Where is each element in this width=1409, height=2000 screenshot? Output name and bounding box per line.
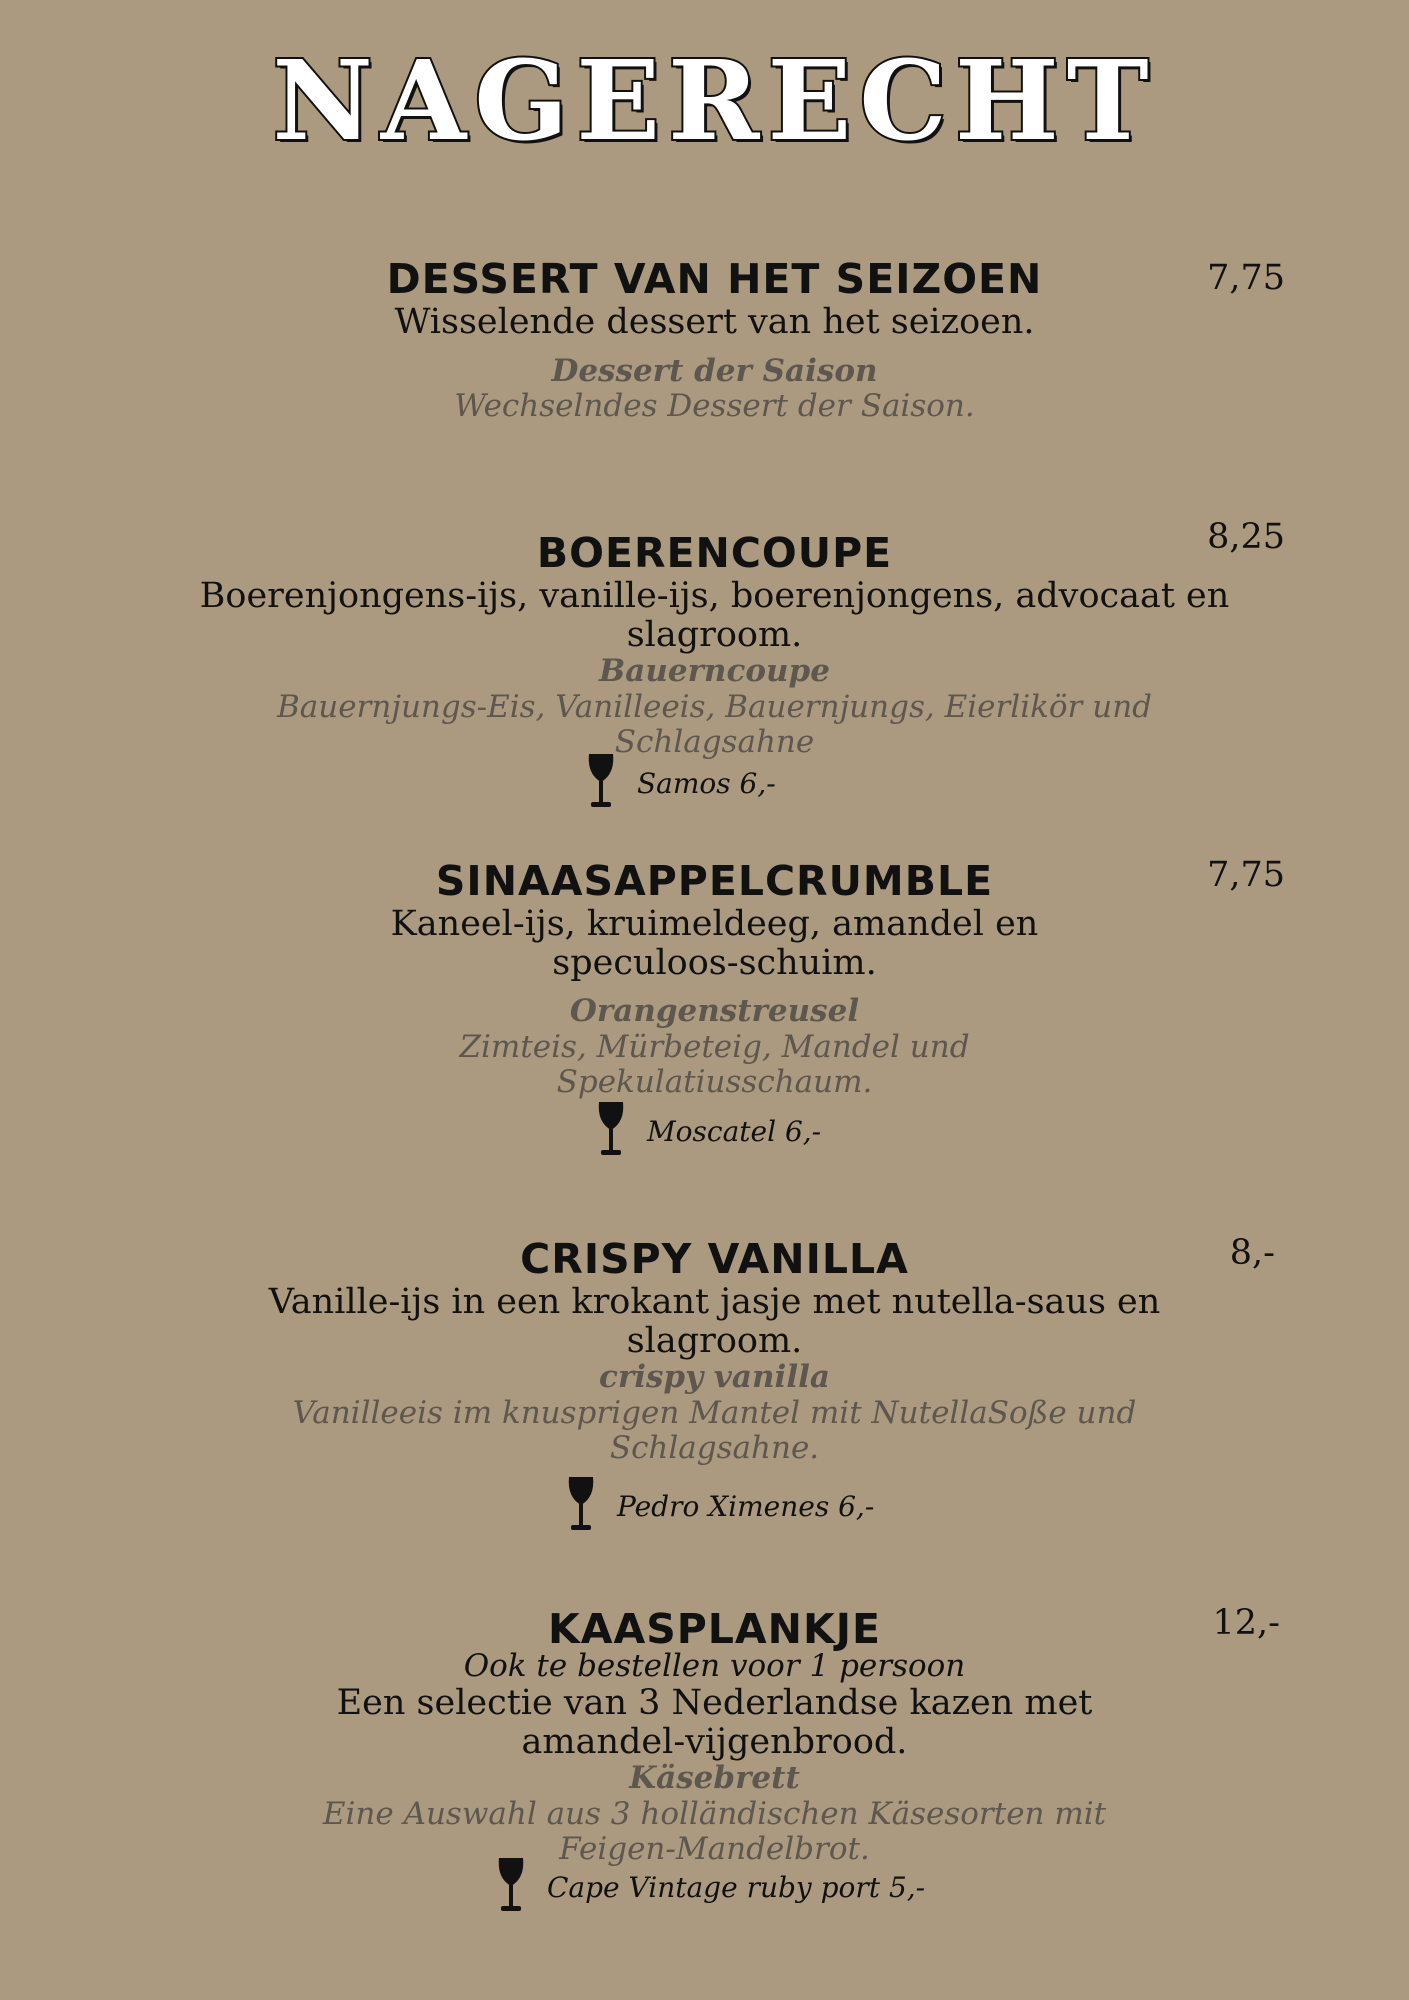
item-german-name: Dessert der Saison (551, 352, 878, 389)
item-price: 12,- (1212, 1603, 1280, 1643)
item-german-name: Orangenstreusel (569, 993, 860, 1030)
item-german-name: crispy vanilla (599, 1359, 830, 1396)
wine-pairing-label: Cape Vintage ruby port 5,- (547, 1870, 926, 1904)
item-name: KAASPLANKJE (547, 1605, 881, 1653)
item-description: Een selectie van 3 Nederlandse kazen met amandel-vijgenbrood. (336, 1683, 1093, 1762)
item-price: 8,25 (1207, 517, 1285, 557)
item-german-description: Vanilleeis im knusprigen Mantel mit NutellaSoße und Schlagsahne. (292, 1394, 1137, 1467)
wine-pairing (565, 1475, 874, 1537)
wine-glass-icon (565, 1475, 597, 1537)
item-german-name: Bauerncoupe (599, 653, 830, 690)
wine-glass-icon (585, 752, 617, 814)
wine-pairing-label: Samos 6,- (637, 766, 776, 800)
wine-pairing (595, 1100, 821, 1162)
menu-item-kaasplankje (0, 1605, 1409, 1868)
item-german-description: Zimteis, Mürbeteig, Mandel und Spekulatiusschaum. (459, 1028, 970, 1101)
wine-pairing-label: Pedro Ximenes 6,- (617, 1489, 875, 1523)
wine-glass-icon (595, 1100, 627, 1162)
item-description: Vanille-ijs in een krokant jasje met nutella-saus en slagroom. (268, 1282, 1161, 1361)
item-name: CRISPY VANILLA (520, 1235, 909, 1283)
item-price: 7,75 (1207, 855, 1285, 895)
item-german-description: Eine Auswahl aus 3 holländischen Käsesorten mit Feigen-Mandelbrot. (322, 1795, 1107, 1868)
item-description: Boerenjongens-ijs, vanille-ijs, boerenjongens, advocaat en slagroom. (199, 576, 1230, 655)
wine-pairing-label: Moscatel 6,- (647, 1114, 822, 1148)
item-name: SINAASAPPELCRUMBLE (435, 857, 994, 905)
wine-glass-icon (495, 1856, 527, 1918)
wine-pairing (495, 1856, 925, 1918)
item-name: BOERENCOUPE (536, 529, 893, 577)
item-name: DESSERT VAN HET SEIZOEN (386, 255, 1043, 303)
menu-item-sinaasappelcrumble (0, 857, 1409, 1101)
menu-item-boerencoupe (0, 529, 1409, 761)
item-note: Ook te bestellen voor 1 persoon (463, 1648, 966, 1685)
item-price: 8,- (1229, 1233, 1275, 1273)
page-title: NAGERECHT (272, 36, 1157, 165)
item-german-description: Bauernjungs-Eis, Vanilleeis, Bauernjungs, Eierlikör und Schlagsahne (276, 688, 1153, 761)
item-description: Kaneel-ijs, kruimeldeeg, amandel en speculoos-schuim. (390, 904, 1039, 983)
item-description: Wisselende dessert van het seizoen. (394, 302, 1035, 343)
wine-pairing (585, 752, 776, 814)
item-german-description: Wechselndes Dessert der Saison. (454, 388, 975, 425)
item-price: 7,75 (1207, 258, 1285, 298)
item-german-name: Käsebrett (629, 1760, 800, 1797)
